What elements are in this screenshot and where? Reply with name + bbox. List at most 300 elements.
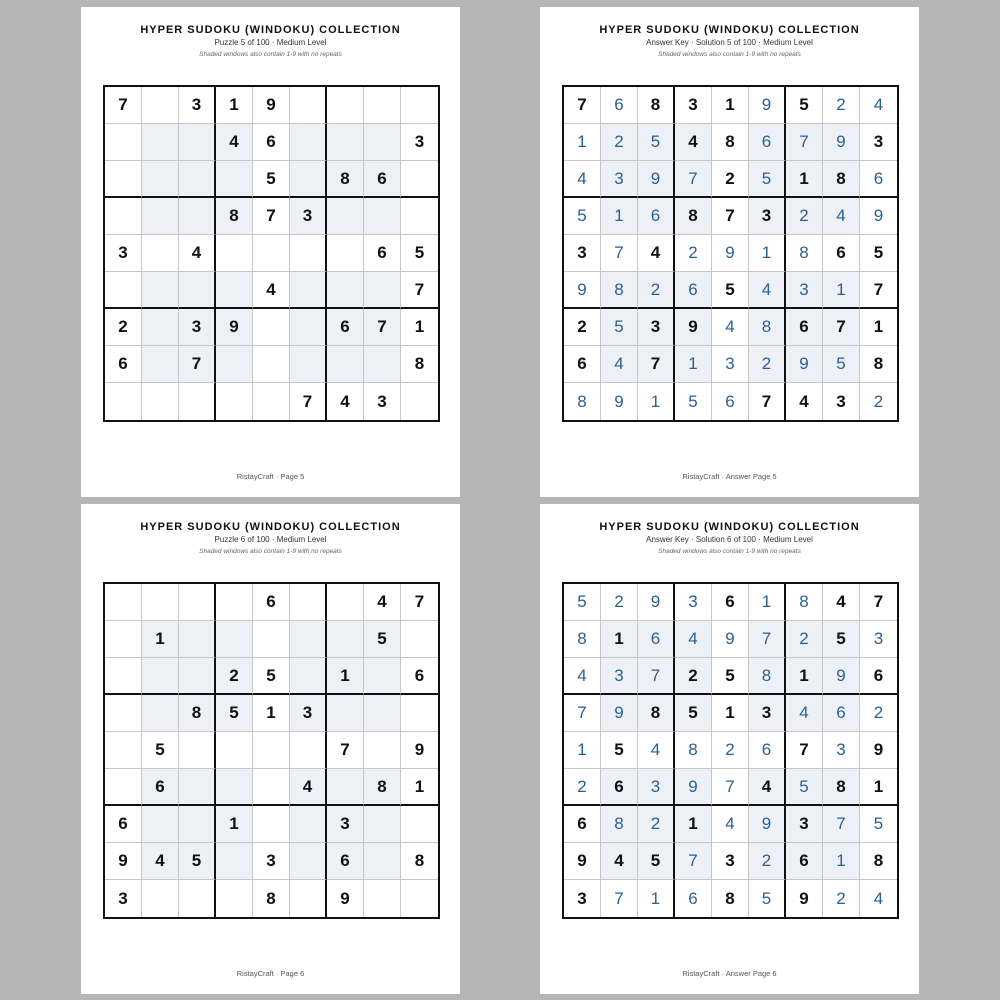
sudoku-cell: 4 xyxy=(712,309,749,346)
sudoku-cell: 7 xyxy=(401,272,438,309)
sudoku-cell xyxy=(364,658,401,695)
sudoku-cell xyxy=(216,346,253,383)
sudoku-cell xyxy=(401,161,438,198)
sudoku-cell: 3 xyxy=(712,346,749,383)
sudoku-cell: 2 xyxy=(564,309,601,346)
sudoku-grid xyxy=(562,582,899,919)
sudoku-cell: 8 xyxy=(601,806,638,843)
sudoku-cell: 4 xyxy=(564,161,601,198)
sudoku-cell: 5 xyxy=(823,621,860,658)
sudoku-cell: 8 xyxy=(675,732,712,769)
sudoku-cell: 5 xyxy=(564,584,601,621)
sudoku-cell: 9 xyxy=(823,658,860,695)
sudoku-cell: 8 xyxy=(860,843,897,880)
sudoku-cell xyxy=(327,198,364,235)
sudoku-cell: 4 xyxy=(749,769,786,806)
sudoku-cell: 2 xyxy=(638,806,675,843)
sudoku-cell: 2 xyxy=(675,658,712,695)
sudoku-cell xyxy=(142,161,179,198)
sudoku-cell: 3 xyxy=(179,87,216,124)
sudoku-cell xyxy=(290,87,327,124)
sudoku-cell: 8 xyxy=(253,880,290,917)
sudoku-cell xyxy=(290,621,327,658)
sudoku-cell xyxy=(216,843,253,880)
page-note: Shaded windows also contain 1-9 with no repeats xyxy=(199,51,342,58)
sudoku-cell: 6 xyxy=(786,843,823,880)
sudoku-cell: 2 xyxy=(823,880,860,917)
sudoku-cell xyxy=(216,621,253,658)
sudoku-cell xyxy=(179,658,216,695)
sudoku-cell: 9 xyxy=(749,806,786,843)
sudoku-cell: 8 xyxy=(401,843,438,880)
sudoku-cell: 2 xyxy=(712,161,749,198)
sudoku-cell: 7 xyxy=(786,732,823,769)
sudoku-cell: 6 xyxy=(364,161,401,198)
sudoku-grid xyxy=(103,582,440,919)
sudoku-cell: 7 xyxy=(601,235,638,272)
sudoku-cell: 9 xyxy=(749,87,786,124)
sudoku-cell: 6 xyxy=(786,309,823,346)
page-footer: RistayCraft · Page 6 xyxy=(236,969,305,978)
sudoku-cell xyxy=(327,769,364,806)
sudoku-cell: 1 xyxy=(638,880,675,917)
sudoku-cell: 1 xyxy=(860,769,897,806)
sudoku-cell: 3 xyxy=(675,584,712,621)
sudoku-cell: 5 xyxy=(638,124,675,161)
sudoku-cell: 1 xyxy=(675,346,712,383)
sudoku-cell xyxy=(327,584,364,621)
sudoku-cell xyxy=(142,272,179,309)
sudoku-cell: 9 xyxy=(327,880,364,917)
sudoku-cell xyxy=(364,732,401,769)
sudoku-cell xyxy=(142,87,179,124)
sudoku-cell xyxy=(105,769,142,806)
sudoku-cell: 5 xyxy=(675,695,712,732)
sudoku-cell: 4 xyxy=(638,732,675,769)
sudoku-cell xyxy=(216,769,253,806)
sudoku-cell: 6 xyxy=(638,198,675,235)
sudoku-cell: 1 xyxy=(601,621,638,658)
sudoku-cell: 1 xyxy=(712,695,749,732)
sudoku-cell: 8 xyxy=(401,346,438,383)
sudoku-cell: 8 xyxy=(216,198,253,235)
sudoku-grid xyxy=(562,85,899,422)
sudoku-cell xyxy=(290,806,327,843)
sudoku-cell: 7 xyxy=(638,658,675,695)
sudoku-cell xyxy=(105,621,142,658)
sudoku-cell: 3 xyxy=(786,272,823,309)
page-footer: RistayCraft · Answer Page 5 xyxy=(682,472,777,481)
sudoku-cell: 4 xyxy=(823,198,860,235)
sudoku-cell: 8 xyxy=(749,658,786,695)
sudoku-cell: 6 xyxy=(105,806,142,843)
sudoku-cell: 7 xyxy=(675,843,712,880)
sudoku-cell: 1 xyxy=(638,383,675,420)
sudoku-cell xyxy=(253,621,290,658)
sudoku-cell: 8 xyxy=(638,695,675,732)
sudoku-cell: 7 xyxy=(786,124,823,161)
sudoku-cell: 6 xyxy=(601,87,638,124)
sudoku-cell: 8 xyxy=(749,309,786,346)
sudoku-cell: 7 xyxy=(638,346,675,383)
sudoku-cell: 9 xyxy=(564,272,601,309)
sudoku-cell: 7 xyxy=(401,584,438,621)
sudoku-cell: 4 xyxy=(290,769,327,806)
sudoku-cell: 3 xyxy=(364,383,401,420)
sudoku-cell: 9 xyxy=(638,584,675,621)
sudoku-cell xyxy=(142,198,179,235)
sudoku-cell: 9 xyxy=(601,695,638,732)
sudoku-cell: 3 xyxy=(823,732,860,769)
sudoku-cell: 5 xyxy=(364,621,401,658)
sudoku-cell: 6 xyxy=(860,658,897,695)
sudoku-cell: 7 xyxy=(712,769,749,806)
sudoku-cell: 3 xyxy=(564,880,601,917)
sudoku-cell: 4 xyxy=(786,695,823,732)
sudoku-cell xyxy=(253,346,290,383)
sudoku-cell xyxy=(142,806,179,843)
sudoku-cell: 8 xyxy=(564,621,601,658)
sudoku-cell: 2 xyxy=(786,621,823,658)
sudoku-cell xyxy=(290,309,327,346)
sudoku-cell: 1 xyxy=(564,732,601,769)
sudoku-cell: 5 xyxy=(601,309,638,346)
sudoku-cell: 6 xyxy=(401,658,438,695)
page-title: HYPER SUDOKU (WINDOKU) COLLECTION xyxy=(140,24,401,36)
sudoku-cell: 9 xyxy=(675,769,712,806)
sudoku-cell: 5 xyxy=(179,843,216,880)
sudoku-cell: 8 xyxy=(179,695,216,732)
sudoku-cell xyxy=(179,272,216,309)
sudoku-cell xyxy=(364,695,401,732)
sudoku-cell: 1 xyxy=(216,806,253,843)
sudoku-cell: 5 xyxy=(253,161,290,198)
page-note: Shaded windows also contain 1-9 with no repeats xyxy=(658,51,801,58)
sudoku-cell xyxy=(216,235,253,272)
sudoku-cell: 5 xyxy=(786,87,823,124)
sudoku-cell: 8 xyxy=(786,584,823,621)
sudoku-cell xyxy=(216,732,253,769)
sudoku-cell: 7 xyxy=(364,309,401,346)
sudoku-cell xyxy=(253,309,290,346)
sudoku-cell: 3 xyxy=(860,124,897,161)
sudoku-cell xyxy=(401,87,438,124)
sudoku-cell xyxy=(364,806,401,843)
sudoku-cell: 2 xyxy=(638,272,675,309)
sudoku-cell: 7 xyxy=(105,87,142,124)
sudoku-cell xyxy=(290,346,327,383)
sudoku-cell: 2 xyxy=(712,732,749,769)
sudoku-cell: 8 xyxy=(364,769,401,806)
sudoku-cell xyxy=(290,880,327,917)
sudoku-cell: 5 xyxy=(712,658,749,695)
sudoku-cell xyxy=(142,383,179,420)
sudoku-cell: 3 xyxy=(253,843,290,880)
sudoku-cell: 2 xyxy=(216,658,253,695)
sudoku-cell: 6 xyxy=(675,272,712,309)
sudoku-cell: 8 xyxy=(327,161,364,198)
sudoku-cell: 7 xyxy=(860,272,897,309)
sudoku-cell: 5 xyxy=(601,732,638,769)
sudoku-cell xyxy=(327,87,364,124)
sudoku-cell: 5 xyxy=(564,198,601,235)
sudoku-cell: 1 xyxy=(401,769,438,806)
sudoku-cell: 7 xyxy=(749,383,786,420)
sudoku-cell: 7 xyxy=(290,383,327,420)
sudoku-cell: 2 xyxy=(823,87,860,124)
sudoku-cell: 1 xyxy=(601,198,638,235)
sudoku-cell xyxy=(253,769,290,806)
sudoku-cell: 2 xyxy=(749,843,786,880)
sudoku-cell xyxy=(105,658,142,695)
sudoku-cell xyxy=(142,124,179,161)
sudoku-cell: 8 xyxy=(712,880,749,917)
sudoku-cell: 1 xyxy=(786,658,823,695)
answer-page-6 xyxy=(540,504,919,994)
sudoku-cell: 9 xyxy=(786,880,823,917)
sudoku-cell: 8 xyxy=(638,87,675,124)
sudoku-cell xyxy=(290,161,327,198)
sudoku-cell: 7 xyxy=(860,584,897,621)
sudoku-cell xyxy=(364,87,401,124)
sudoku-cell: 8 xyxy=(823,769,860,806)
sudoku-cell xyxy=(216,383,253,420)
sudoku-cell: 4 xyxy=(860,87,897,124)
sudoku-cell: 5 xyxy=(749,161,786,198)
sudoku-cell: 4 xyxy=(253,272,290,309)
sudoku-cell: 2 xyxy=(749,346,786,383)
page-title: HYPER SUDOKU (WINDOKU) COLLECTION xyxy=(140,521,401,533)
sudoku-cell: 7 xyxy=(712,198,749,235)
sudoku-cell xyxy=(179,383,216,420)
sudoku-cell xyxy=(364,272,401,309)
sudoku-cell: 5 xyxy=(401,235,438,272)
sudoku-cell: 7 xyxy=(675,161,712,198)
sudoku-cell: 5 xyxy=(860,235,897,272)
sudoku-cell: 6 xyxy=(712,584,749,621)
sudoku-cell: 9 xyxy=(601,383,638,420)
sudoku-cell xyxy=(327,235,364,272)
sudoku-cell: 1 xyxy=(749,235,786,272)
sudoku-cell: 4 xyxy=(675,621,712,658)
page-title: HYPER SUDOKU (WINDOKU) COLLECTION xyxy=(599,24,860,36)
sudoku-cell: 5 xyxy=(142,732,179,769)
sudoku-cell: 6 xyxy=(823,695,860,732)
sudoku-cell xyxy=(105,124,142,161)
sudoku-cell: 1 xyxy=(712,87,749,124)
sudoku-cell xyxy=(401,880,438,917)
sudoku-cell: 6 xyxy=(327,309,364,346)
sudoku-cell: 4 xyxy=(142,843,179,880)
sudoku-cell xyxy=(253,383,290,420)
sudoku-cell: 5 xyxy=(253,658,290,695)
sudoku-cell xyxy=(216,584,253,621)
puzzle-page-5 xyxy=(81,7,460,497)
sudoku-cell: 3 xyxy=(327,806,364,843)
sudoku-cell xyxy=(105,584,142,621)
sudoku-cell: 3 xyxy=(105,235,142,272)
sudoku-cell: 1 xyxy=(860,309,897,346)
sudoku-cell: 7 xyxy=(823,806,860,843)
sudoku-cell xyxy=(179,198,216,235)
sudoku-grid xyxy=(103,85,440,422)
sudoku-cell xyxy=(179,880,216,917)
sudoku-cell: 8 xyxy=(786,235,823,272)
sudoku-cell: 7 xyxy=(253,198,290,235)
sudoku-cell xyxy=(401,621,438,658)
sudoku-cell: 4 xyxy=(638,235,675,272)
sudoku-cell xyxy=(105,732,142,769)
sudoku-cell xyxy=(327,621,364,658)
sudoku-cell: 2 xyxy=(601,584,638,621)
sudoku-cell: 5 xyxy=(216,695,253,732)
sudoku-cell: 9 xyxy=(105,843,142,880)
sudoku-cell: 8 xyxy=(860,346,897,383)
sudoku-cell xyxy=(401,198,438,235)
sudoku-cell xyxy=(179,161,216,198)
sudoku-cell xyxy=(216,880,253,917)
sudoku-cell: 7 xyxy=(327,732,364,769)
page-note: Shaded windows also contain 1-9 with no repeats xyxy=(199,548,342,555)
sudoku-cell: 3 xyxy=(786,806,823,843)
sudoku-cell: 6 xyxy=(749,732,786,769)
sudoku-cell: 4 xyxy=(786,383,823,420)
sudoku-cell: 3 xyxy=(638,309,675,346)
sudoku-cell: 7 xyxy=(601,880,638,917)
sudoku-cell xyxy=(142,658,179,695)
sudoku-cell: 6 xyxy=(564,806,601,843)
sudoku-cell xyxy=(364,880,401,917)
sudoku-cell: 5 xyxy=(712,272,749,309)
sudoku-cell: 3 xyxy=(749,198,786,235)
sudoku-cell xyxy=(327,124,364,161)
sudoku-cell: 9 xyxy=(401,732,438,769)
sudoku-cell: 3 xyxy=(179,309,216,346)
page-title: HYPER SUDOKU (WINDOKU) COLLECTION xyxy=(599,521,860,533)
sudoku-cell: 1 xyxy=(216,87,253,124)
sudoku-cell: 7 xyxy=(179,346,216,383)
sudoku-cell: 5 xyxy=(638,843,675,880)
page-subtitle: Answer Key · Solution 5 of 100 · Medium Level xyxy=(646,38,813,47)
sudoku-cell xyxy=(290,272,327,309)
sudoku-cell: 4 xyxy=(601,843,638,880)
sudoku-cell xyxy=(142,309,179,346)
sudoku-cell xyxy=(142,880,179,917)
sudoku-cell xyxy=(364,346,401,383)
sudoku-cell: 1 xyxy=(253,695,290,732)
sudoku-cell: 5 xyxy=(675,383,712,420)
sudoku-cell: 3 xyxy=(860,621,897,658)
sudoku-cell xyxy=(179,806,216,843)
sudoku-cell: 5 xyxy=(749,880,786,917)
sudoku-cell: 3 xyxy=(712,843,749,880)
sudoku-cell xyxy=(327,346,364,383)
sudoku-cell xyxy=(401,806,438,843)
sudoku-cell xyxy=(105,383,142,420)
sudoku-cell xyxy=(253,235,290,272)
sudoku-cell xyxy=(364,198,401,235)
sudoku-cell: 1 xyxy=(142,621,179,658)
sudoku-cell: 6 xyxy=(364,235,401,272)
sudoku-cell xyxy=(179,621,216,658)
page-footer: RistayCraft · Page 5 xyxy=(236,472,305,481)
sudoku-cell xyxy=(179,124,216,161)
sudoku-cell: 9 xyxy=(564,843,601,880)
sudoku-cell xyxy=(179,584,216,621)
sudoku-cell: 9 xyxy=(216,309,253,346)
sudoku-cell: 1 xyxy=(786,161,823,198)
sudoku-cell: 8 xyxy=(564,383,601,420)
sudoku-cell: 3 xyxy=(601,658,638,695)
sudoku-cell: 6 xyxy=(142,769,179,806)
sudoku-cell: 2 xyxy=(601,124,638,161)
page-note: Shaded windows also contain 1-9 with no repeats xyxy=(658,548,801,555)
sudoku-cell: 2 xyxy=(675,235,712,272)
sudoku-cell xyxy=(105,198,142,235)
sudoku-cell: 5 xyxy=(786,769,823,806)
sudoku-cell: 2 xyxy=(564,769,601,806)
sudoku-cell xyxy=(327,272,364,309)
sudoku-cell xyxy=(216,272,253,309)
sudoku-cell xyxy=(105,695,142,732)
sudoku-cell: 1 xyxy=(564,124,601,161)
sudoku-cell: 6 xyxy=(860,161,897,198)
sudoku-cell: 8 xyxy=(823,161,860,198)
sudoku-cell xyxy=(290,658,327,695)
sudoku-cell: 9 xyxy=(638,161,675,198)
sudoku-cell xyxy=(327,695,364,732)
sudoku-cell: 6 xyxy=(601,769,638,806)
sudoku-cell: 9 xyxy=(712,621,749,658)
sudoku-cell: 4 xyxy=(216,124,253,161)
sudoku-cell xyxy=(179,732,216,769)
sudoku-cell: 2 xyxy=(873,391,884,411)
sudoku-cell xyxy=(253,732,290,769)
sudoku-cell xyxy=(401,695,438,732)
sudoku-cell xyxy=(290,124,327,161)
sudoku-cell: 1 xyxy=(823,843,860,880)
sudoku-cell: 3 xyxy=(749,695,786,732)
sudoku-cell: 6 xyxy=(105,346,142,383)
sudoku-cell: 4 xyxy=(675,124,712,161)
sudoku-cell: 6 xyxy=(253,124,290,161)
sudoku-cell: 7 xyxy=(749,621,786,658)
sudoku-cell: 6 xyxy=(327,843,364,880)
sudoku-cell xyxy=(142,695,179,732)
sudoku-cell: 4 xyxy=(564,658,601,695)
sudoku-cell: 2 xyxy=(860,695,897,732)
sudoku-cell: 3 xyxy=(290,695,327,732)
sudoku-cell: 5 xyxy=(860,806,897,843)
sudoku-cell: 8 xyxy=(712,124,749,161)
sudoku-cell: 6 xyxy=(253,584,290,621)
sudoku-cell xyxy=(142,584,179,621)
sudoku-cell: 9 xyxy=(860,732,897,769)
sudoku-cell: 7 xyxy=(564,695,601,732)
sudoku-cell xyxy=(142,346,179,383)
answer-page-5 xyxy=(540,7,919,497)
sudoku-cell: 7 xyxy=(564,87,601,124)
sudoku-cell xyxy=(290,584,327,621)
sudoku-cell: 6 xyxy=(712,383,749,420)
sudoku-cell: 1 xyxy=(327,658,364,695)
sudoku-cell: 1 xyxy=(675,806,712,843)
sudoku-cell: 9 xyxy=(823,124,860,161)
sudoku-cell: 4 xyxy=(749,272,786,309)
sudoku-cell xyxy=(105,272,142,309)
sudoku-cell: 3 xyxy=(564,235,601,272)
sudoku-cell: 6 xyxy=(823,235,860,272)
